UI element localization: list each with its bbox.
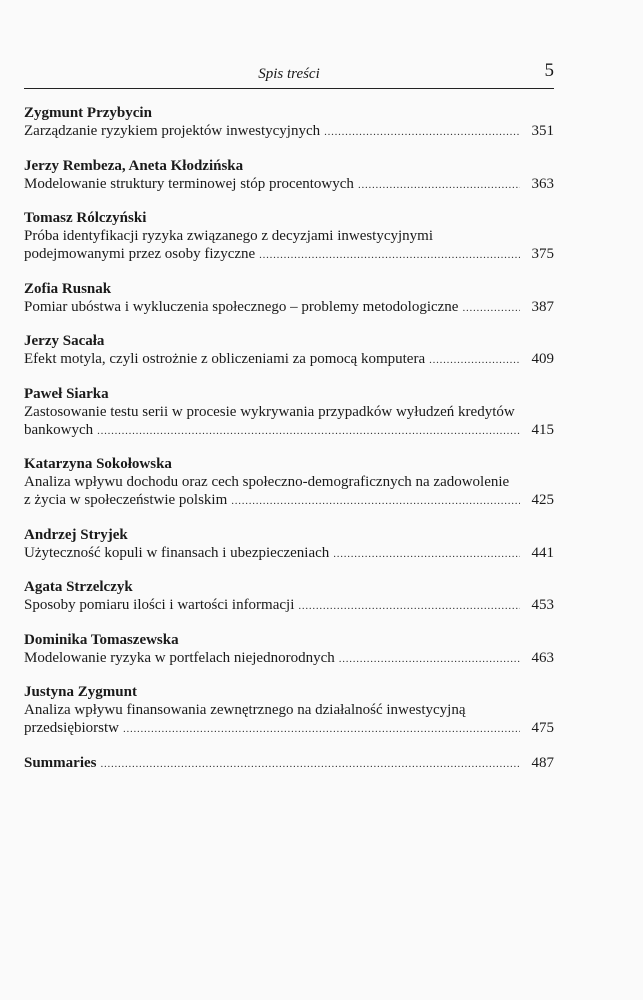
summaries-row: [24, 754, 554, 773]
entry-title-with-page: [24, 350, 554, 369]
entry-author: Zygmunt Przybycin: [24, 105, 152, 121]
entry-page-number: 351: [531, 123, 554, 139]
entry-page-number: 363: [531, 175, 554, 192]
toc-entry: [24, 280, 554, 317]
entry-title-line: przedsiębiorstw: [24, 720, 119, 736]
dot-leader: [97, 422, 520, 440]
entry-title-with-page: [24, 122, 554, 141]
entry-title-line: Pomiar ubóstwa i wykluczenia społecznego – problemy metodologiczne: [24, 298, 459, 315]
entry-title-line: podejmowanymi przez osoby fizyczne: [24, 246, 256, 262]
dot-leader: [462, 299, 520, 317]
toc-entry: [24, 526, 554, 563]
entry-author: Dominika Tomaszewska: [24, 631, 179, 648]
toc-entry: [24, 455, 554, 510]
entry-title-with-page: [24, 649, 554, 668]
dot-leader: [231, 492, 520, 510]
dot-leader: [123, 720, 520, 738]
entry-title-line: Efekt motyla, czyli ostrożnie z obliczeniami za pomocą komputera: [24, 351, 426, 367]
page-number: 5: [544, 60, 554, 81]
toc-entry: [24, 683, 554, 738]
entry-page-number: 387: [531, 298, 554, 315]
summaries-page-number: 487: [531, 754, 554, 771]
entry-title-line: Sposoby pomiaru ilości i wartości informacji: [24, 597, 295, 613]
table-of-contents: [24, 104, 554, 788]
dot-leader: [358, 176, 520, 194]
entry-title-with-page: [24, 421, 554, 440]
entry-page-number: 441: [531, 544, 554, 561]
entry-page-number: 409: [531, 351, 554, 367]
toc-entry: [24, 157, 554, 194]
entry-author: Zofia Rusnak: [24, 280, 112, 297]
entry-page-number: 425: [531, 492, 554, 508]
entry-title-line: Analiza wpływu dochodu oraz cech społeczno-demograficznych na zadowolenie: [24, 474, 510, 490]
entry-page-number: 475: [531, 720, 554, 736]
entry-title-with-page: [24, 596, 554, 615]
toc-entry: [24, 209, 554, 264]
toc-entry: [24, 578, 554, 615]
entry-page-number: 375: [531, 246, 554, 262]
dot-leader: [324, 123, 520, 141]
entry-title-with-page: [24, 544, 554, 563]
toc-entry: [24, 332, 554, 369]
entry-author: Jerzy Sacała: [24, 333, 105, 349]
dot-leader: [298, 597, 520, 615]
entry-page-number: 463: [531, 649, 554, 666]
toc-entry: [24, 385, 554, 440]
toc-entry: [24, 631, 554, 668]
entry-title-with-page: [24, 245, 554, 264]
entry-title-line: Modelowanie struktury terminowej stóp procentowych: [24, 175, 354, 192]
entry-title-line: z życia w społeczeństwie polskim: [24, 492, 228, 508]
summaries-label: Summaries: [24, 754, 97, 771]
entry-title-with-page: [24, 719, 554, 738]
entry-title-line: Modelowanie ryzyka w portfelach niejednorodnych: [24, 649, 335, 666]
entry-title-with-page: [24, 175, 554, 194]
entry-author: Agata Strzelczyk: [24, 579, 133, 595]
running-title: Spis treści: [258, 66, 320, 82]
entry-title-with-page: [24, 298, 554, 317]
entry-title-line: Użyteczność kopuli w finansach i ubezpieczeniach: [24, 544, 330, 561]
entry-title-line: bankowych: [24, 421, 94, 438]
entry-author: Justyna Zygmunt: [24, 684, 137, 700]
running-head: [24, 60, 554, 89]
dot-leader: [429, 351, 520, 369]
dot-leader: [339, 650, 520, 668]
entry-author: Andrzej Stryjek: [24, 526, 128, 543]
entry-page-number: 415: [531, 421, 554, 438]
dot-leader: [333, 545, 520, 563]
entry-author: Katarzyna Sokołowska: [24, 456, 172, 472]
dot-leader: [101, 755, 521, 773]
entry-page-number: 453: [531, 597, 554, 613]
entry-title-line: Analiza wpływu finansowania zewnętrznego na działalność inwestycyjną: [24, 702, 466, 718]
entry-title-line: Zarządzanie ryzykiem projektów inwestycyjnych: [24, 123, 321, 139]
toc-entry-summaries: [24, 754, 554, 773]
entry-author: Tomasz Rólczyński: [24, 210, 147, 226]
entry-title-with-page: [24, 491, 554, 510]
dot-leader: [259, 246, 520, 264]
entry-author: Paweł Siarka: [24, 385, 109, 402]
entry-author: Jerzy Rembeza, Aneta Kłodzińska: [24, 157, 244, 174]
entry-title-line: Próba identyfikacji ryzyka związanego z decyzjami inwestycyjnymi: [24, 228, 434, 244]
entry-title-line: Zastosowanie testu serii w procesie wykrywania przypadków wyłudzeń kredytów: [24, 403, 515, 420]
toc-entry: [24, 104, 554, 141]
